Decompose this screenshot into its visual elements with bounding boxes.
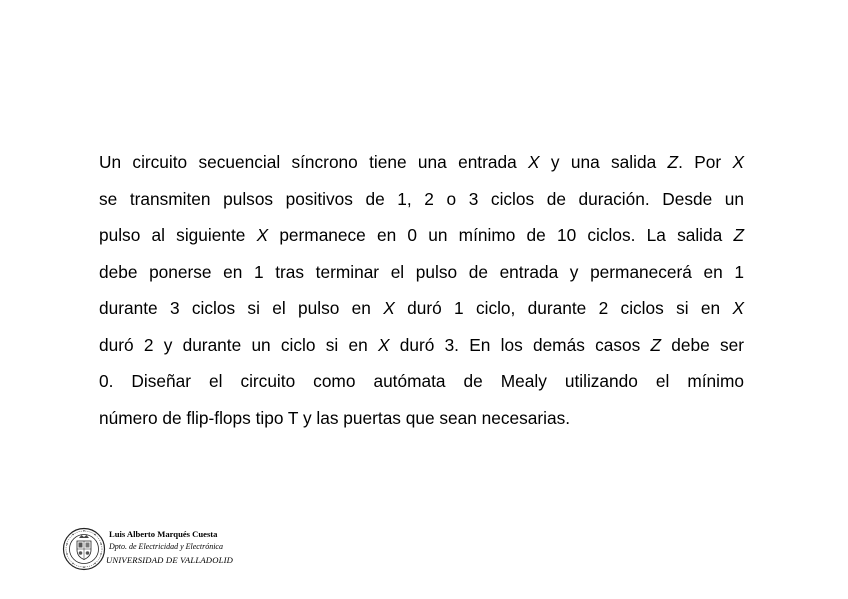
text-segment: pulso al siguiente: [99, 225, 257, 245]
text-segment: permanece en 0 un mínimo de 10 ciclos. La salida: [268, 225, 734, 245]
variable-name: X: [528, 152, 540, 172]
variable-name: X: [383, 298, 395, 318]
paragraph-line: [99, 363, 744, 400]
text-segment: . Por: [678, 152, 733, 172]
text-segment: Un circuito secuencial síncrono tiene una entrada: [99, 152, 529, 172]
paragraph-line: [99, 181, 744, 218]
variable-name: X: [732, 152, 744, 172]
university-name: UNIVERSIDAD DE VALLADOLID: [106, 555, 234, 565]
paragraph-line: [99, 144, 744, 181]
problem-statement: [99, 144, 744, 436]
text-segment: número de flip-flops tipo T y las puertas que sean necesarias.: [99, 407, 571, 428]
text-segment: y una salida: [539, 152, 668, 172]
variable-name: X: [377, 334, 390, 355]
department-name: Dpto. de Electricidad y Electrónica: [109, 542, 223, 551]
variable-name: X: [732, 298, 744, 318]
text-segment: duró 1 ciclo, durante 2 ciclos si en: [394, 298, 733, 318]
variable-name: Z: [650, 334, 662, 355]
variable-name: Z: [667, 152, 679, 172]
paragraph-line: [99, 400, 744, 437]
text-segment: duró 3. En los demás casos: [389, 334, 651, 355]
text-segment: debe ser: [661, 334, 744, 355]
text-segment: se transmiten pulsos positivos de 1, 2 o 3 ciclos de duración. Desde un: [99, 188, 744, 209]
paragraph-line: [99, 290, 744, 327]
text-segment: duró 2 y durante un ciclo si en: [99, 334, 378, 355]
variable-name: X: [256, 225, 269, 245]
university-seal-icon: [62, 527, 106, 571]
footer-branding: [62, 527, 252, 573]
variable-name: Z: [733, 225, 745, 245]
text-segment: durante 3 ciclos si el pulso en: [99, 298, 384, 318]
paragraph-line: [99, 217, 744, 254]
text-segment: 0. Diseñar el circuito como autómata de Mealy utilizando el mínimo: [99, 371, 744, 391]
text-segment: debe ponerse en 1 tras terminar el pulso de entrada y permanecerá en 1: [99, 261, 744, 282]
paragraph-line: [99, 327, 744, 364]
paragraph-line: [99, 254, 744, 291]
author-name: Luis Alberto Marqués Cuesta: [109, 529, 218, 539]
